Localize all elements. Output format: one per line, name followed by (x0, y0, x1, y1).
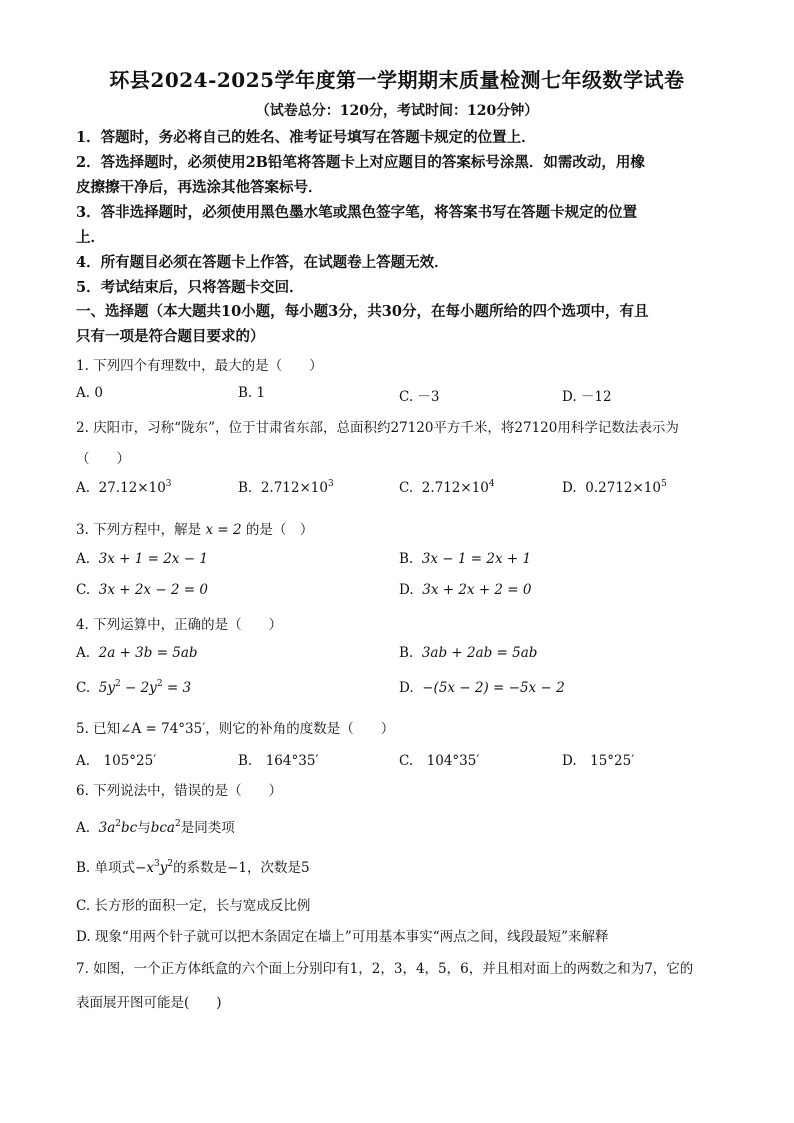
question-4-option-d: D. −(5x − 2) = −5x − 2 (399, 680, 565, 696)
question-6-option-c: C. 长方形的面积一定，长与宽成反比例 (76, 898, 311, 914)
question-5-option-b: B. 164°35′ (238, 753, 319, 769)
page-title: 环县2024-2025学年度第一学期期末质量检测七年级数学试卷 (109, 68, 685, 92)
instruction-4: 4．所有题目必须在答题卡上作答，在试题卷上答题无效． (76, 254, 449, 271)
question-6-option-a: A. $3a^2bc$与bca$^2$是同类项 (76, 819, 235, 836)
question-6-option-d: D. 现象“用两个针子就可以把木条固定在墙上”可用基本事实“两点之间，线段最短”来解释 (76, 929, 609, 945)
instruction-5: 5．考试结束后，只将答题卡交回． (76, 279, 304, 296)
question-6-stem: 6. 下列说法中，错误的是（ ） (76, 783, 283, 799)
instruction-2: 2．答选择题时，必须使用2B铅笔将答题卡上对应题目的答案标号涂黑．如需改动，用橡 (76, 154, 645, 171)
question-3-stem: 3. 下列方程中，解是 x = 2 的是（ ） (76, 522, 314, 538)
question-2-option-b: B. $2.712\times 10^3$ (238, 479, 334, 496)
question-7-stem-cont: 表面展开图可能是( ) (76, 995, 222, 1011)
question-4-stem: 4. 下列运算中，正确的是（ ） (76, 617, 283, 633)
question-4-option-b: B. 3ab + 2ab = 5ab (399, 645, 538, 661)
section-header: 一、选择题（本大题共10小题，每小题3分，共30分，在每小题所给的四个选项中，有且 (76, 303, 649, 320)
question-1-option-b: B. 1 (238, 385, 266, 401)
section-header-cont: 只有一项是符合题目要求的） (76, 328, 265, 345)
question-2-stem-cont: （ ） (76, 451, 130, 467)
exam-subtitle: （试卷总分：120分，考试时间：120分钟） (255, 103, 539, 119)
instruction-3-cont: 上． (76, 229, 105, 246)
question-2-option-d: D. $0.2712\times 10^5$ (562, 479, 667, 496)
question-6-option-b: B. 单项式$-x^3y^2$的系数是−1，次数是5 (76, 859, 310, 876)
question-4-option-a: A. 2a + 3b = 5ab (76, 645, 198, 661)
question-3-option-b: B. 3x − 1 = 2x + 1 (399, 551, 532, 567)
question-1-stem: 1. 下列四个有理数中，最大的是（ ） (76, 358, 323, 374)
instruction-3: 3．答非选择题时，必须使用黑色墨水笔或黑色签字笔，将答案书写在答题卡规定的位置 (76, 204, 638, 221)
question-3-option-d: D. 3x + 2x + 2 = 0 (399, 582, 532, 598)
question-3-option-c: C. 3x + 2x − 2 = 0 (76, 582, 208, 598)
question-1-option-c: C. －3 (399, 389, 440, 405)
question-2-stem: 2. 庆阳市，习称“陇东”，位于甘肃省东部，总面积约27120平方千米，将27120用科学记数法表示为 (76, 420, 679, 436)
instruction-1: 1．答题时，务必将自己的姓名、准考证号填写在答题卡规定的位置上． (76, 129, 536, 146)
question-7-stem: 7. 如图，一个正方体纸盒的六个面上分别印有1，2，3，4，5，6，并且相对面上的两数之和为7，它的 (76, 961, 694, 977)
question-2-option-a: A. $27.12\times 10^3$ (76, 479, 172, 496)
question-2-option-c: C. $2.712\times 10^4$ (399, 479, 495, 496)
question-5-option-a: A. 105°25′ (76, 753, 157, 769)
question-1-option-d: D. －12 (562, 389, 612, 405)
question-5-option-d: D. 15°25′ (562, 753, 635, 769)
question-4-option-c: C. $5y^2 - 2y^2 = 3$ (76, 679, 192, 696)
question-1-option-a: A. 0 (76, 385, 103, 401)
question-5-option-c: C. 104°35′ (399, 753, 480, 769)
question-3-option-a: A. 3x + 1 = 2x − 1 (76, 551, 208, 567)
question-5-stem: 5. 已知∠A = 74°35′，则它的补角的度数是（ ） (76, 721, 395, 737)
instruction-2-cont: 皮擦擦干净后，再选涂其他答案标号． (76, 179, 323, 196)
